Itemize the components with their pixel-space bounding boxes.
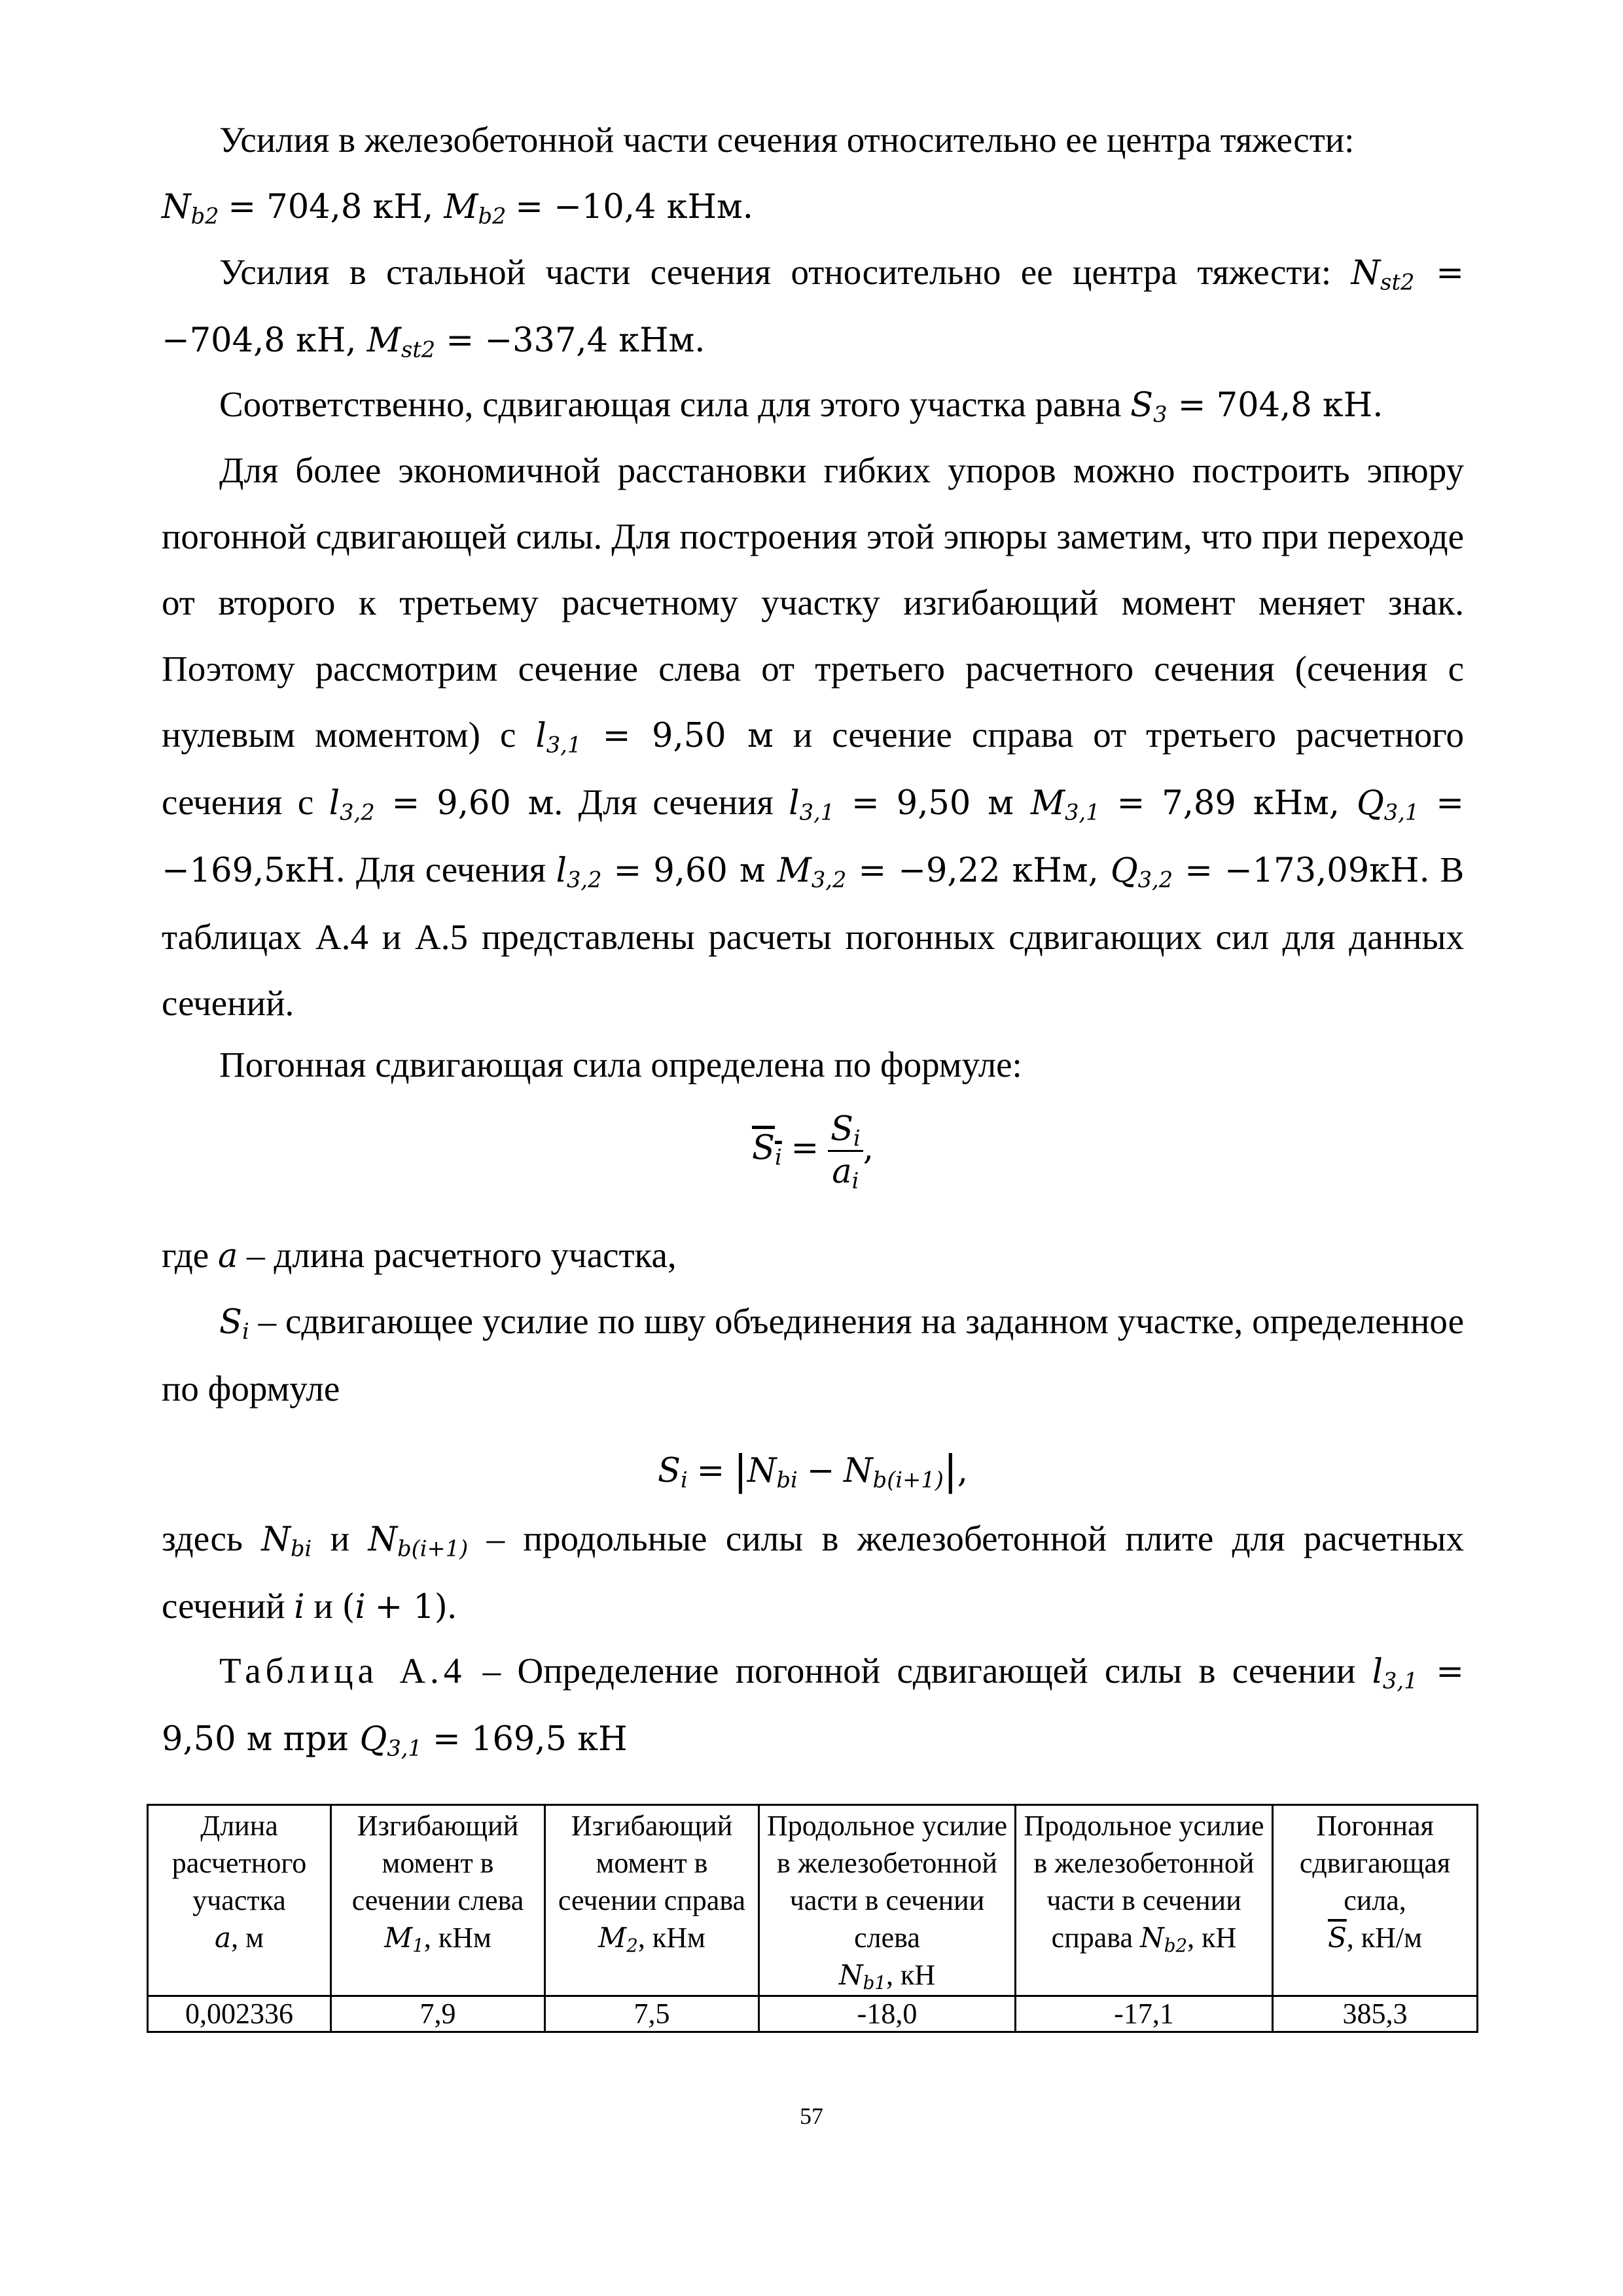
cell-shear-per-length: 385,3 <box>1273 1996 1478 2032</box>
paragraph-5: Погонная сдвигающая сила определена по формуле: <box>219 1045 1022 1085</box>
table-row <box>148 1996 1478 2032</box>
header-cell-force-right: Продольное усилие в железобетонной части в сечении справа $N_{b2}$, кН <box>1016 1805 1273 1996</box>
cell-force-left: -18,0 <box>759 1996 1016 2032</box>
paragraph-7: $S_i$ – сдвигающее усилие по шву объединения на заданном участке, определенное по формуле <box>162 1301 1464 1408</box>
cell-force-right: -17,1 <box>1016 1996 1273 2032</box>
cell-moment-right: 7,5 <box>545 1996 759 2032</box>
table-header-row <box>148 1805 1478 1996</box>
paragraph-2: Усилия в стальной части сечения относительно ее центра тяжести: $N_{st2} = -704,8$ кН, $M_{st2} = -337,4$ кНм. <box>162 252 1464 363</box>
table-caption: Таблица А.4 – Определение погонной сдвигающей силы в сечении $l_{3,1} = 9,50$ м при $Q_{3,1} = 169,5$ кН <box>162 1651 1464 1761</box>
header-cell-length: Длина расчетного участка a, м <box>148 1805 331 1996</box>
cell-moment-left: 7,9 <box>331 1996 545 2032</box>
shear-table <box>147 1804 1478 2033</box>
page-number: 57 <box>800 2103 823 2129</box>
paragraph-1: Усилия в железобетонной части сечения относительно ее центра тяжести: $N_{b2} = 704,8$ кН, $M_{b2} = -10,4$ кНм. <box>162 120 1355 229</box>
header-cell-force-left: Продольное усилие в железобетонной части в сечении слева $N_{b1}$, кН <box>759 1805 1016 1996</box>
header-cell-shear-per-length: Погонная сдвигающая сила, $\overline{S}$, кН/м <box>1273 1805 1478 1996</box>
formula-shear-force: $S_i = |N_{bi} - N_{b(i+1)}|$, <box>658 1446 968 1494</box>
formula-shear-per-length: $S_i$ = $\frac{S_i}{a_i}$ , <box>752 1110 874 1194</box>
header-cell-moment-left: Изгибающий момент в сечении слева $M_1$, кНм <box>331 1805 545 1996</box>
paragraph-6: где a – длина расчетного участка, <box>162 1235 677 1276</box>
paragraph-8: здесь $N_{bi}$ и $N_{b(i+1)}$ – продольные силы в железобетонной плите для расчетных сечений i и (i + 1). <box>162 1518 1464 1626</box>
cell-length: 0,002336 <box>148 1996 331 2032</box>
paragraph-3: Соответственно, сдвигающая сила для этого участка равна $S_3 = 704,8$ кН. <box>219 384 1383 427</box>
paragraph-4: Для более экономичной расстановки гибких упоров можно построить эпюру погонной сдвигающей силы. Для построения этой эпюры заметим, что при переходе от второго к третьему расчетному участку изгибающий момент меняет знак. Поэтому рассмотрим сечение слева от третьего расчетного сечения (сечения с нулевым моментом) с $l_{3,1} = 9,50$ м и сечение справа от третьего расчетного сечения с $l_{3,2} = 9,60$ м. Для сечения $l_{3,1} = 9,50$ м $M_{3,1} = 7,89$ кНм, $Q_{3,1} = -169,5кН$. Для сечения $l_{3,2} = 9,60$ м $M_{3,2} = -9,22$ кНм, $Q_{3,2} = -173,09кН$. В таблицах А.4 и А.5 представлены расчеты погонных сдвигающих сил для данных сечений. <box>162 450 1464 1023</box>
header-cell-moment-right: Изгибающий момент в сечении справа $M_2$, кНм <box>545 1805 759 1996</box>
